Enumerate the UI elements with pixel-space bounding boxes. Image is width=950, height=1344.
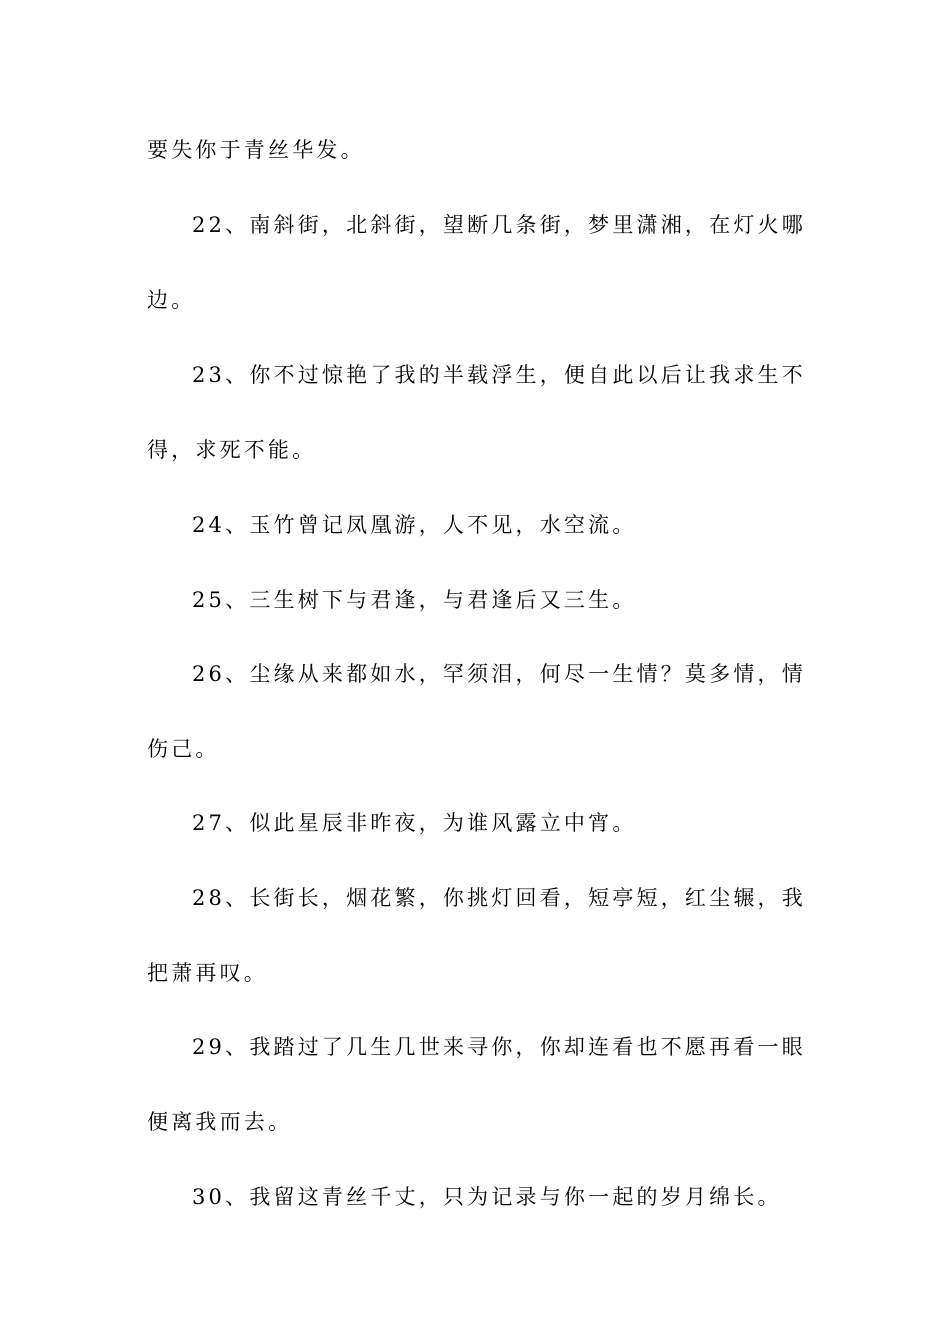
text-line: 把萧再叹。 <box>147 961 268 985</box>
text-line: 边。 <box>147 288 196 312</box>
text-line: 28、长街长，烟花繁，你挑灯回看，短亭短，红尘辗，我 <box>192 886 806 910</box>
text-line: 29、我踏过了几生几世来寻你，你却连看也不愿再看一眼 <box>192 1035 806 1059</box>
text-line: 27、似此星辰非昨夜，为谁风露立中宵。 <box>192 811 637 835</box>
text-line: 要失你于青丝华发。 <box>147 138 365 162</box>
text-line: 伤己。 <box>147 737 220 761</box>
text-line: 24、玉竹曾记凤凰游，人不见，水空流。 <box>192 513 637 537</box>
text-line: 得，求死不能。 <box>147 438 317 462</box>
text-line: 便离我而去。 <box>147 1110 293 1134</box>
text-line: 30、我留这青丝千丈，只为记录与你一起的岁月绵长。 <box>192 1185 782 1209</box>
text-line: 22、南斜街，北斜街，望断几条街，梦里潇湘，在灯火哪 <box>192 213 806 237</box>
text-line: 26、尘缘从来都如水，罕须泪，何尽一生情？莫多情，情 <box>192 662 806 686</box>
text-line: 23、你不过惊艳了我的半载浮生，便自此以后让我求生不 <box>192 363 806 387</box>
text-line: 25、三生树下与君逢，与君逢后又三生。 <box>192 588 637 612</box>
